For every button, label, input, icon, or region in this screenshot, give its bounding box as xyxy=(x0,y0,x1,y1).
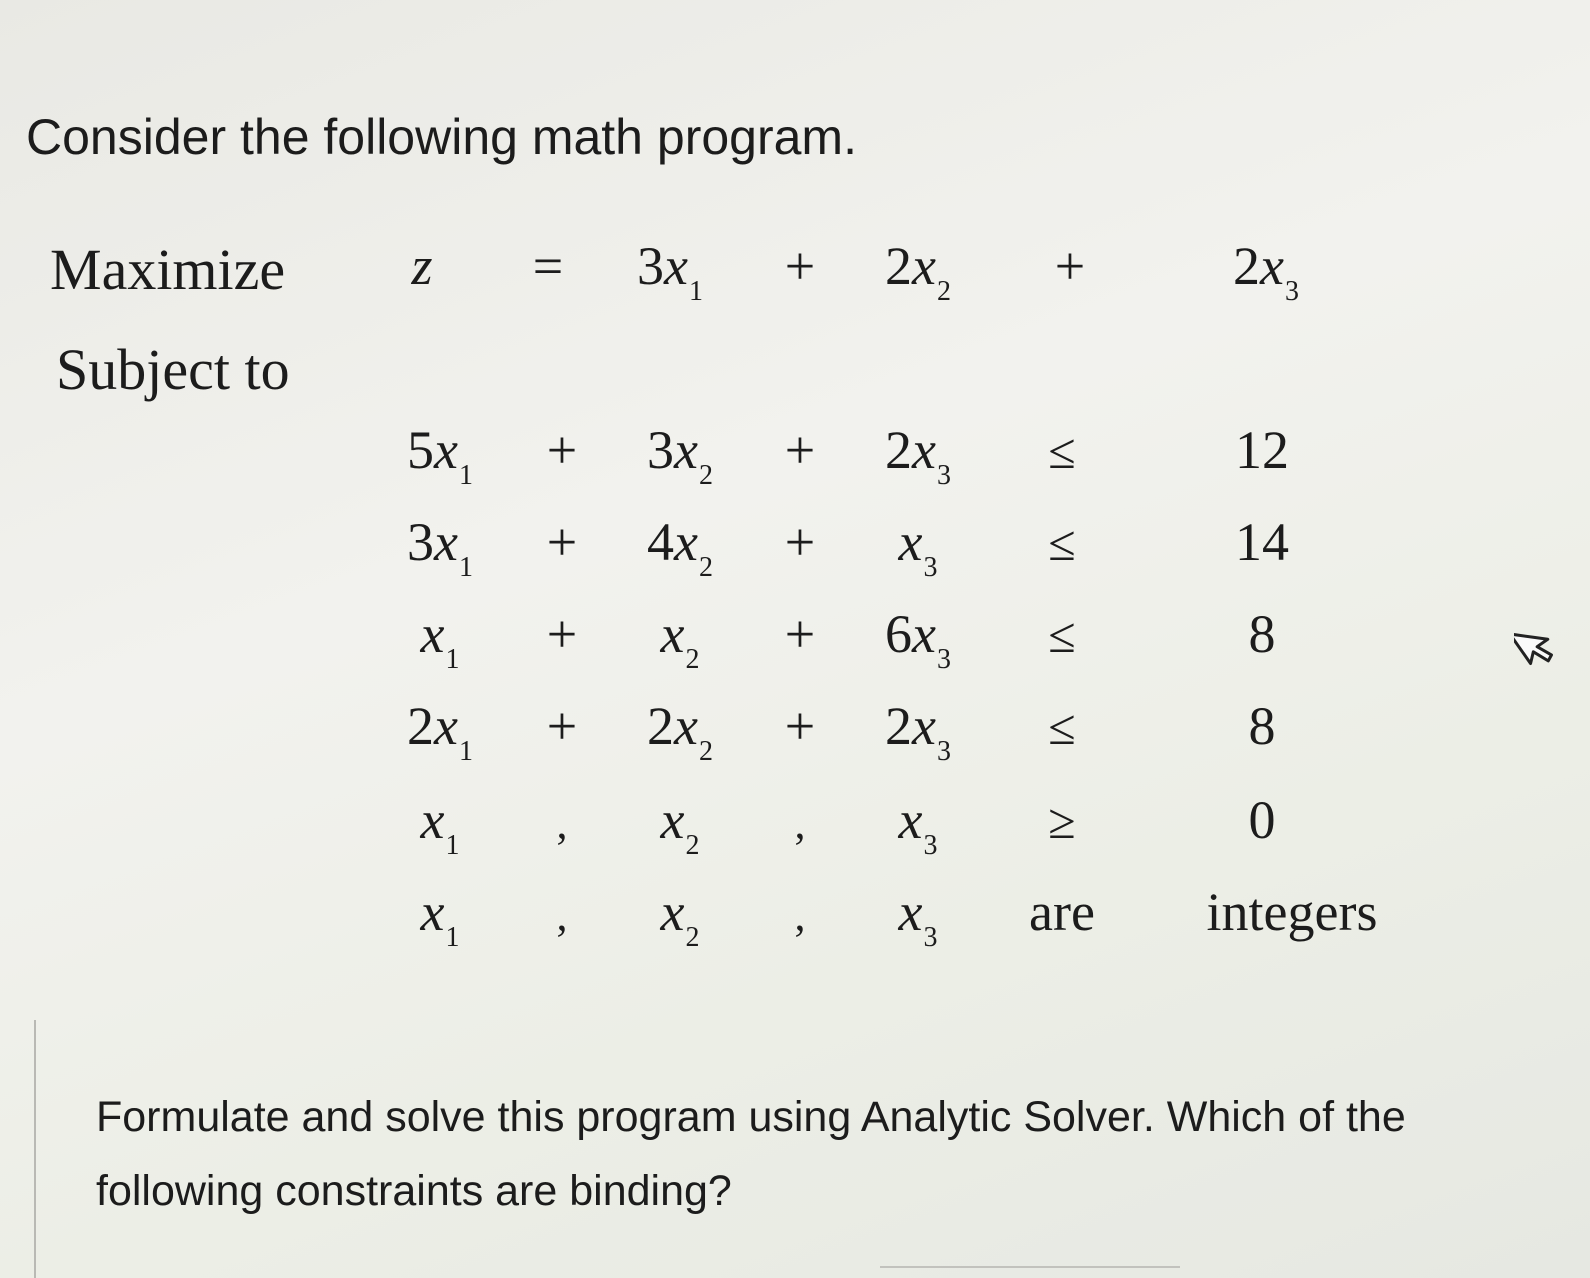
constraint-3-operator-2: + xyxy=(784,604,816,664)
constraint-6-term-2 xyxy=(660,882,700,953)
constraint-1-relation: ≤ xyxy=(1048,423,1076,479)
constraint-5-term-3-subscript: 3 xyxy=(923,830,938,861)
constraint-4-term-3-variable: x xyxy=(912,696,936,756)
constraint-2-relation: ≤ xyxy=(1048,515,1076,571)
constraint-4-relation: ≤ xyxy=(1048,699,1076,755)
constraint-1-term-2 xyxy=(647,420,713,491)
constraint-2-term-1-subscript: 1 xyxy=(458,552,473,583)
constraint-3-term-1 xyxy=(420,604,460,675)
content-left-border xyxy=(34,1020,36,1278)
objective-term-1-variable: x xyxy=(664,236,688,296)
constraint-2-term-2-subscript: 2 xyxy=(698,552,713,583)
constraint-4-term-2-subscript: 2 xyxy=(698,736,713,767)
constraint-5-term-2-variable: x xyxy=(660,790,685,850)
constraint-3-operator-1: + xyxy=(546,604,578,664)
constraint-1-term-1-variable: x xyxy=(434,420,458,480)
constraint-4-operator-2: + xyxy=(784,696,816,756)
constraint-3-term-3-subscript: 3 xyxy=(936,644,951,675)
constraint-4-rhs: 8 xyxy=(1248,696,1276,756)
constraint-1-operator-1: + xyxy=(546,420,578,480)
constraint-1-term-1 xyxy=(407,420,473,491)
constraint-1-term-1-subscript: 1 xyxy=(458,460,473,491)
constraint-4-term-1 xyxy=(407,696,473,767)
constraint-2-term-1-coefficient: 3 xyxy=(407,512,435,572)
objective-term-1 xyxy=(637,236,703,307)
constraint-4-term-3-coefficient: 2 xyxy=(885,696,913,756)
pointer-cursor-icon xyxy=(1514,618,1558,670)
constraint-4-term-3-subscript: 3 xyxy=(936,736,951,767)
constraint-3-relation: ≤ xyxy=(1048,607,1076,663)
constraint-6-term-1-subscript: 1 xyxy=(445,922,460,953)
objective-term-3-subscript: 3 xyxy=(1284,276,1299,307)
constraint-2-operator-2: + xyxy=(784,512,816,572)
constraint-1-term-2-variable: x xyxy=(674,420,698,480)
objective-term-1-subscript: 1 xyxy=(688,276,703,307)
constraint-2-term-3-subscript: 3 xyxy=(923,552,938,583)
constraint-1-rhs: 12 xyxy=(1235,420,1289,480)
constraint-4-operator-1: + xyxy=(546,696,578,756)
constraint-5-operator-2: , xyxy=(794,799,806,848)
constraint-3-term-2-subscript: 2 xyxy=(685,644,700,675)
constraint-1-term-2-subscript: 2 xyxy=(698,460,713,491)
constraint-2-term-1 xyxy=(407,512,473,583)
intro-text: Consider the following math program. xyxy=(26,109,857,165)
constraint-6-term-1 xyxy=(420,882,460,953)
constraint-3-term-3 xyxy=(885,604,951,675)
constraint-3-term-1-subscript: 1 xyxy=(445,644,460,675)
constraint-6-term-3 xyxy=(898,882,938,953)
constraint-1-term-1-coefficient: 5 xyxy=(407,420,435,480)
constraint-5-term-1 xyxy=(420,790,460,861)
constraint-4-term-1-coefficient: 2 xyxy=(407,696,435,756)
objective-term-2-variable: x xyxy=(912,236,936,296)
objective-plus-1: + xyxy=(784,236,816,296)
constraint-5-operator-1: , xyxy=(556,799,568,848)
maximize-label: Maximize xyxy=(50,237,286,302)
constraint-6-term-3-variable: x xyxy=(898,882,923,942)
objective-term-2-coefficient: 2 xyxy=(885,236,913,296)
constraint-5-term-3-variable: x xyxy=(898,790,923,850)
constraint-6-operator-1: , xyxy=(556,891,568,940)
constraint-6-operator-2: , xyxy=(794,891,806,940)
constraint-1-term-2-coefficient: 3 xyxy=(647,420,675,480)
constraint-1-operator-2: + xyxy=(784,420,816,480)
constraint-6-term-2-variable: x xyxy=(660,882,685,942)
constraint-4-term-3 xyxy=(885,696,951,767)
constraint-4-term-2-variable: x xyxy=(674,696,698,756)
constraint-5-relation: ≥ xyxy=(1048,793,1076,849)
constraint-3-rhs: 8 xyxy=(1248,604,1276,664)
objective-term-3-variable: x xyxy=(1260,236,1284,296)
objective-lhs: z xyxy=(411,236,433,296)
constraint-2-rhs: 14 xyxy=(1235,512,1289,572)
constraint-2-term-1-variable: x xyxy=(434,512,458,572)
constraint-2-term-2-coefficient: 4 xyxy=(647,512,675,572)
answer-area-edge xyxy=(880,1266,1180,1268)
constraint-6-term-1-variable: x xyxy=(420,882,445,942)
constraint-5-term-1-variable: x xyxy=(420,790,445,850)
constraint-1-term-3-variable: x xyxy=(912,420,936,480)
constraint-3-term-2-variable: x xyxy=(660,604,685,664)
constraint-1-term-3 xyxy=(885,420,951,491)
constraint-5-term-2 xyxy=(660,790,700,861)
constraint-4-term-1-variable: x xyxy=(434,696,458,756)
constraint-2-term-2-variable: x xyxy=(674,512,698,572)
constraint-6-term-2-subscript: 2 xyxy=(685,922,700,953)
objective-equals: = xyxy=(532,236,564,296)
constraint-6-rhs: integers xyxy=(1206,882,1378,942)
objective-term-1-coefficient: 3 xyxy=(637,236,665,296)
constraint-5-term-2-subscript: 2 xyxy=(685,830,700,861)
subject-to-label: Subject to xyxy=(56,337,290,402)
question-text: Formulate and solve this program using Analytic Solver. Which of the following constraints are binding? xyxy=(96,1093,1406,1215)
constraint-3-term-3-variable: x xyxy=(912,604,936,664)
constraint-3-term-3-coefficient: 6 xyxy=(885,604,913,664)
objective-term-3 xyxy=(1233,236,1299,307)
constraint-6-relation: are xyxy=(1029,882,1095,942)
constraint-4-term-2 xyxy=(647,696,713,767)
constraint-5-term-3 xyxy=(898,790,938,861)
constraint-6-term-3-subscript: 3 xyxy=(923,922,938,953)
constraint-5-term-1-subscript: 1 xyxy=(445,830,460,861)
constraint-3-term-2 xyxy=(660,604,700,675)
constraint-1-term-3-coefficient: 2 xyxy=(885,420,913,480)
constraint-4-term-1-subscript: 1 xyxy=(458,736,473,767)
objective-term-2-subscript: 2 xyxy=(936,276,951,307)
objective-term-2 xyxy=(885,236,951,307)
objective-term-3-coefficient: 2 xyxy=(1233,236,1261,296)
constraint-5-rhs: 0 xyxy=(1248,790,1276,850)
constraint-3-term-1-variable: x xyxy=(420,604,445,664)
constraint-4-term-2-coefficient: 2 xyxy=(647,696,675,756)
constraint-2-term-3 xyxy=(898,512,938,583)
constraint-2-term-2 xyxy=(647,512,713,583)
constraint-2-operator-1: + xyxy=(546,512,578,572)
constraint-2-term-3-variable: x xyxy=(898,512,923,572)
objective-plus-2: + xyxy=(1054,236,1086,296)
constraint-1-term-3-subscript: 3 xyxy=(936,460,951,491)
